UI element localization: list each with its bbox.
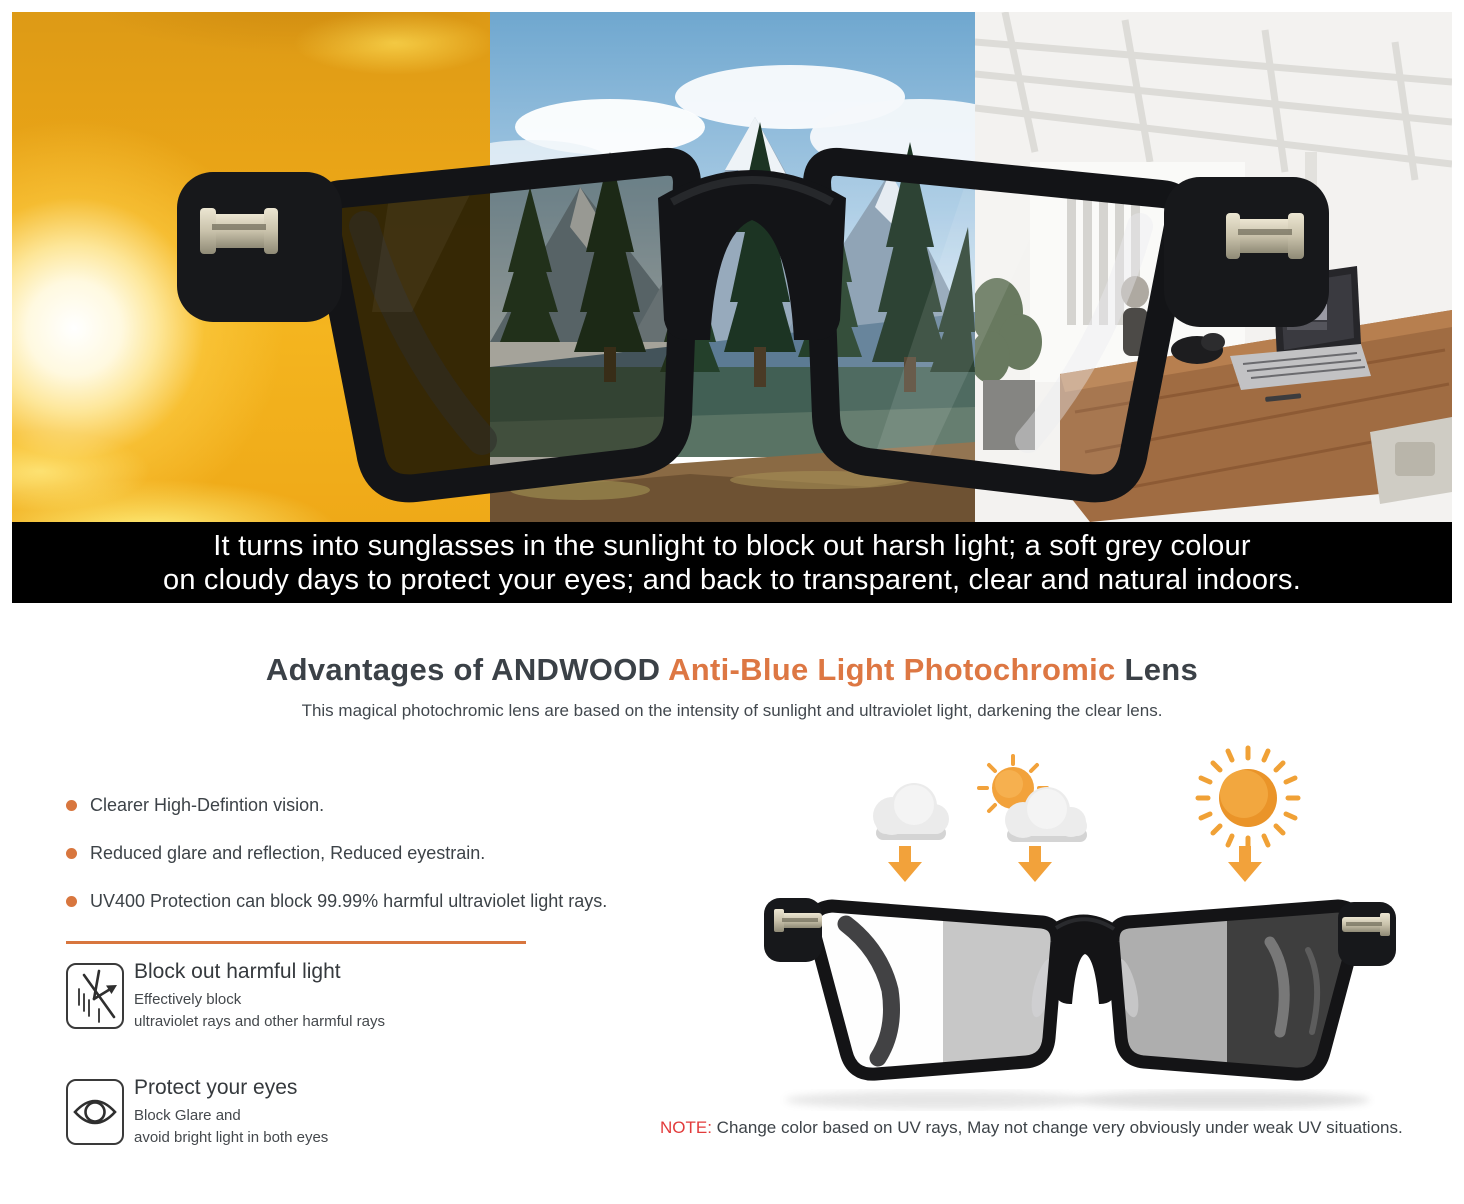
down-arrow-icon [888,846,922,882]
feature-block-harmful-light [66,960,385,1033]
feature-line: ultraviolet rays and other harmful rays [134,1013,385,1030]
eye-icon [66,1079,124,1145]
feature-line: Block Glare and [134,1107,241,1124]
cloudy-icon [852,774,962,852]
note-label: NOTE: [660,1118,712,1137]
down-arrow-icon [1228,846,1262,882]
bullet-dot-icon [66,896,77,907]
list-item: UV400 Protection can block 99.99% harmful ultraviolet light rays. [66,892,607,911]
note-body: Change color based on UV rays, May not change very obviously under weak UV situations. [711,1118,1403,1137]
list-item: Reduced glare and reflection, Reduced eyestrain. [66,844,607,863]
title-highlight: Anti-Blue Light Photochromic [668,652,1125,687]
hero-caption [12,522,1452,603]
feature-block-protect-eyes [66,1076,328,1149]
benefit-list [66,796,607,940]
right-hinge-metal [1226,213,1304,259]
list-item: Clearer High-Defintion vision. [66,796,607,815]
photochromic-glasses-hero [12,12,1452,522]
hero-photo [12,12,1452,522]
bullet-dot-icon [66,800,77,811]
section-title [0,652,1464,688]
feature-line: avoid bright light in both eyes [134,1129,329,1146]
left-hinge-metal [200,208,278,254]
blocked-rays-icon [66,963,124,1029]
sunny-icon [1192,742,1304,854]
feature-title: Block out harmful light [134,960,341,983]
title-prefix: Advantages of ANDWOOD [265,652,669,687]
orange-divider [66,941,526,944]
title-suffix: Lens [1124,652,1199,687]
feature-title: Protect your eyes [134,1076,298,1099]
partly-sunny-icon [965,752,1095,852]
bullet-dot-icon [66,848,77,859]
caption-line-2: on cloudy days to protect your eyes; and back to transparent, clear and natural indoors. [163,564,1301,596]
gradient-lens-glasses [750,880,1410,1120]
down-arrow-icon [1018,846,1052,882]
note-text [660,1118,1440,1138]
feature-line: Effectively block [134,991,242,1008]
caption-line-1: It turns into sunglasses in the sunlight to block out harsh light; a soft grey colour [213,530,1251,562]
section-subtitle: This magical photochromic lens are based on the intensity of sunlight and ultraviolet light, darkening the clear lens. [301,701,1163,720]
